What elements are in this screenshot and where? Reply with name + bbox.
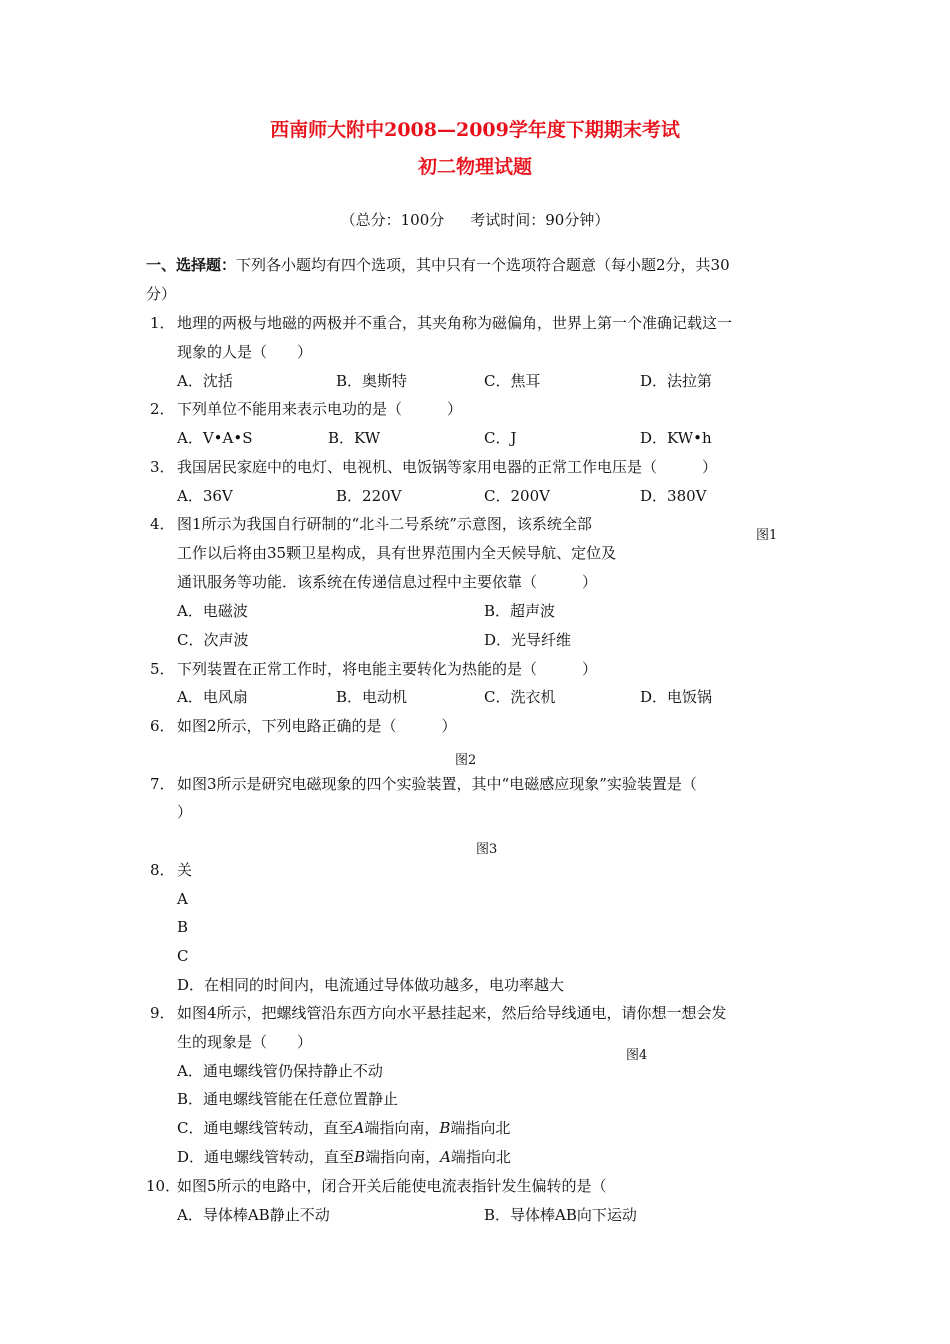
question-number: 8． <box>150 861 175 879</box>
exam-title: 西南师大附中2008—2009学年度下期期末考试 <box>270 119 680 141</box>
option-c-text: C．通电螺线管转动，直至 <box>177 1119 354 1137</box>
option-a: A．通电螺线管仍保持静止不动 <box>177 1062 383 1080</box>
total-score: （总分：100分 <box>340 211 445 229</box>
question-number: 9． <box>150 1004 175 1022</box>
option-d-text: 端指向北 <box>450 1148 511 1166</box>
end-label-a: A <box>353 1119 365 1137</box>
exam-time: 考试时间：90分钟） <box>470 211 610 229</box>
question-stem: 图1所示为我国自行研制的“北斗二号系统”示意图，该系统全部 <box>177 515 592 533</box>
question-stem: 如图3所示是研究电磁现象的四个实验装置，其中“电磁感应现象”实验装置是（ <box>177 775 697 793</box>
option-b: B．超声波 <box>484 602 556 620</box>
option-b: B．220V <box>336 487 402 505</box>
option-c <box>177 1121 510 1136</box>
question-stem: 如图2所示，下列电路正确的是（ ） <box>177 717 457 735</box>
option-c: C．J <box>484 429 517 447</box>
question-stem-cont: 通讯服务等功能．该系统在传递信息过程中主要依靠（ ） <box>177 573 598 591</box>
question-number: 10． <box>146 1177 181 1195</box>
question-number: 3． <box>150 458 175 476</box>
option-d <box>177 1150 511 1165</box>
option-a: A．36V <box>177 487 233 505</box>
option-c-text: 端指向南， <box>364 1119 440 1137</box>
question-stem: 地理的两极与地磁的两极并不重合，其夹角称为磁偏角，世界上第一个准确记载这一 <box>177 314 733 332</box>
end-label-a: A <box>440 1148 451 1166</box>
option-b: B．电动机 <box>336 688 408 706</box>
section-description: 下列各小题均有四个选项，其中只有一个选项符合题意（每小题2分，共30 <box>236 256 730 274</box>
option-d: D．光导纤维 <box>484 631 572 649</box>
option-d: D．380V <box>640 487 707 505</box>
option-a: A．沈括 <box>177 372 233 390</box>
question-number: 2． <box>150 400 175 418</box>
question-stem: 下列单位不能用来表示电功的是（ ） <box>177 400 463 418</box>
option-d: D．法拉第 <box>640 372 713 390</box>
option-b: B．奥斯特 <box>336 372 408 390</box>
option-d-text: D．通电螺线管转动，直至 <box>177 1148 355 1166</box>
option-c: C．焦耳 <box>484 372 541 390</box>
question-stem-cont: 工作以后将由35颗卫星构成，具有世界范围内全天候导航、定位及 <box>177 544 617 562</box>
exam-subtitle: 初二物理试题 <box>417 156 532 178</box>
option-a: A．导体棒AB静止不动 <box>177 1206 330 1224</box>
option-c: C <box>177 947 189 965</box>
question-stem: 我国居民家庭中的电灯、电视机、电饭锅等家用电器的正常工作电压是（ ） <box>177 458 718 476</box>
section-description-cont: 分） <box>146 285 177 303</box>
option-a: A <box>177 890 188 908</box>
question-stem: 下列装置在正常工作时，将电能主要转化为热能的是（ ） <box>177 660 598 678</box>
end-label-b: B <box>439 1119 451 1137</box>
option-d: D．在相同的时间内，电流通过导体做功越多，电功率越大 <box>177 976 565 994</box>
question-stem: 如图5所示的电路中，闭合开关后能使电流表指针发生偏转的是（ <box>177 1177 607 1195</box>
option-a: A．电磁波 <box>177 602 248 620</box>
question-number: 1． <box>150 314 175 332</box>
section-label: 一、选择题： <box>146 256 237 274</box>
exam-meta <box>0 213 950 228</box>
end-label-b: B <box>354 1148 366 1166</box>
question-stem: 如图4所示，把螺线管沿东西方向水平悬挂起来，然后给导线通电，请你想一想会发 <box>177 1004 727 1022</box>
option-b: B．导体棒AB向下运动 <box>484 1206 637 1224</box>
option-c: C．次声波 <box>177 631 249 649</box>
question-stem-cont: 生的现象是（ ） <box>177 1033 313 1051</box>
question-stem: 关 <box>177 861 193 879</box>
option-a: A．电风扇 <box>177 688 248 706</box>
section-heading <box>146 258 730 273</box>
question-number: 7． <box>150 775 175 793</box>
figure-caption: 图1 <box>756 528 778 543</box>
figure-caption: 图2 <box>455 753 477 768</box>
option-c-text: 端指向北 <box>450 1119 511 1137</box>
figure-caption: 图4 <box>626 1048 648 1063</box>
option-d: D．电饭锅 <box>640 688 713 706</box>
option-b: B．KW <box>328 429 381 447</box>
figure-caption: 图3 <box>476 842 498 857</box>
option-d-text: 端指向南， <box>365 1148 441 1166</box>
question-number: 4． <box>150 515 175 533</box>
question-stem-cont: ） <box>177 803 193 821</box>
option-c: C．200V <box>484 487 550 505</box>
option-b: B <box>177 918 189 936</box>
question-stem-cont: 现象的人是（ ） <box>177 343 313 361</box>
question-number: 6． <box>150 717 175 735</box>
option-d: D．KW•h <box>640 429 712 447</box>
option-b: B．通电螺线管能在任意位置静止 <box>177 1090 399 1108</box>
question-number: 5． <box>150 660 175 678</box>
option-a: A．V•A•S <box>177 429 253 447</box>
option-c: C．洗衣机 <box>484 688 556 706</box>
